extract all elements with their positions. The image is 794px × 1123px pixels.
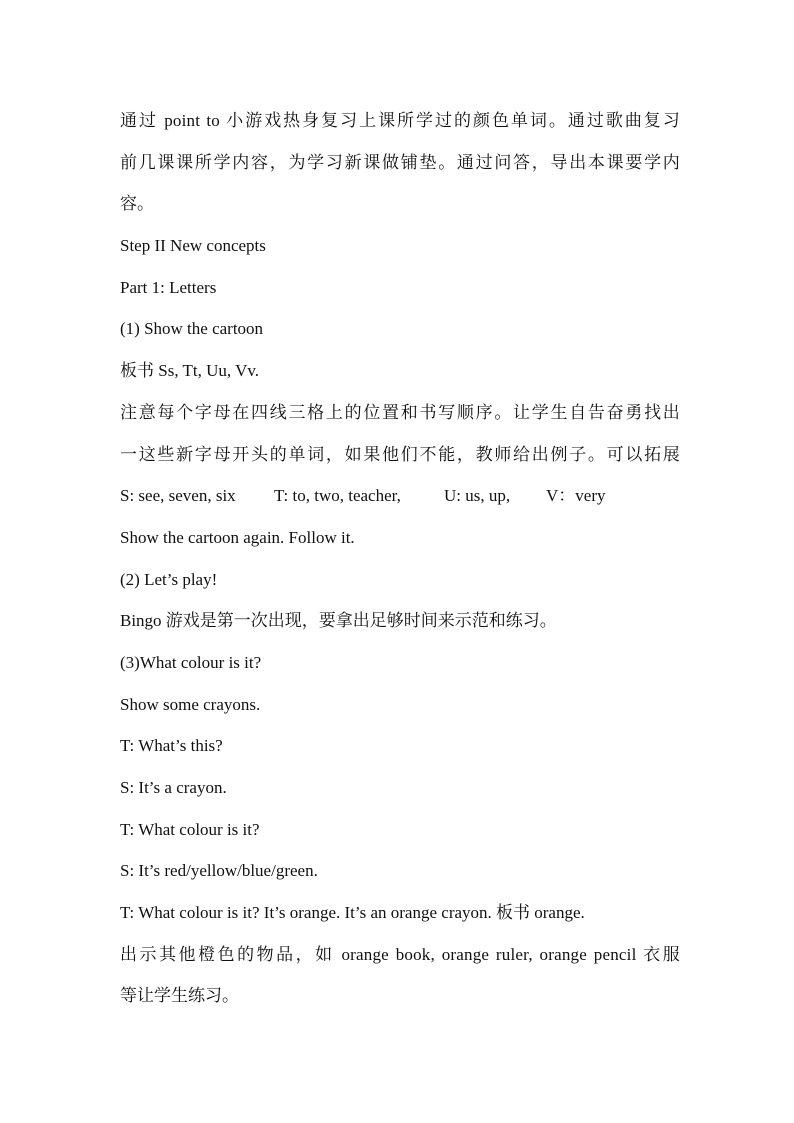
dialogue-line: S: It’s a crayon. [120,778,227,797]
paragraph-line: 容。 [120,194,154,214]
example-words-line [120,475,680,517]
dialogue-line: T: What colour is it? It’s orange. It’s an orange crayon. 板书 orange. [120,903,585,923]
paragraph-line: 板书 Ss, Tt, Uu, Vv. [120,361,260,381]
part-heading: Part 1: Letters [120,277,217,297]
dialogue-line: T: What colour is it? [120,819,260,839]
dialogue-line: T: What’s this? [120,736,223,756]
paragraph-line: 注意每个字母在四线三格上的位置和书写顺序。让学生自告奋勇找出 [120,402,680,422]
u-words: U: us, up, [444,486,511,506]
step-heading: (3)What colour is it? [120,652,262,672]
dialogue-line: S: It’s red/yellow/blue/green. [120,861,318,881]
step-heading: (2) Let’s play! [120,569,218,589]
v-words: V：very [546,486,606,506]
paragraph-line: 前几课课所学内容，为学习新课做铺垫。通过问答，导出本课要学内 [120,152,680,172]
paragraph-line: Show some crayons. [120,694,261,714]
paragraph-line: Bingo 游戏是第一次出现，要拿出足够时间来示范和练习。 [120,611,557,631]
paragraph-line: Show the cartoon again. Follow it. [120,527,355,547]
paragraph-line: 一这些新字母开头的单词，如果他们不能，教师给出例子。可以拓展 [120,444,680,464]
paragraph-line: 等让学生练习。 [120,986,239,1006]
step-heading: (1) Show the cartoon [120,319,264,339]
s-words: S: see, seven, six [120,486,236,506]
paragraph-line: 通过 point to 小游戏热身复习上课所学过的颜色单词。通过歌曲复习 [120,111,680,130]
document-body [120,100,680,1017]
paragraph-line: 出示其他橙色的物品，如 orange book, orange ruler, orange pencil 衣服 [120,944,680,964]
section-heading: Step II New concepts [120,236,266,256]
t-words: T: to, two, teacher, [274,486,401,506]
